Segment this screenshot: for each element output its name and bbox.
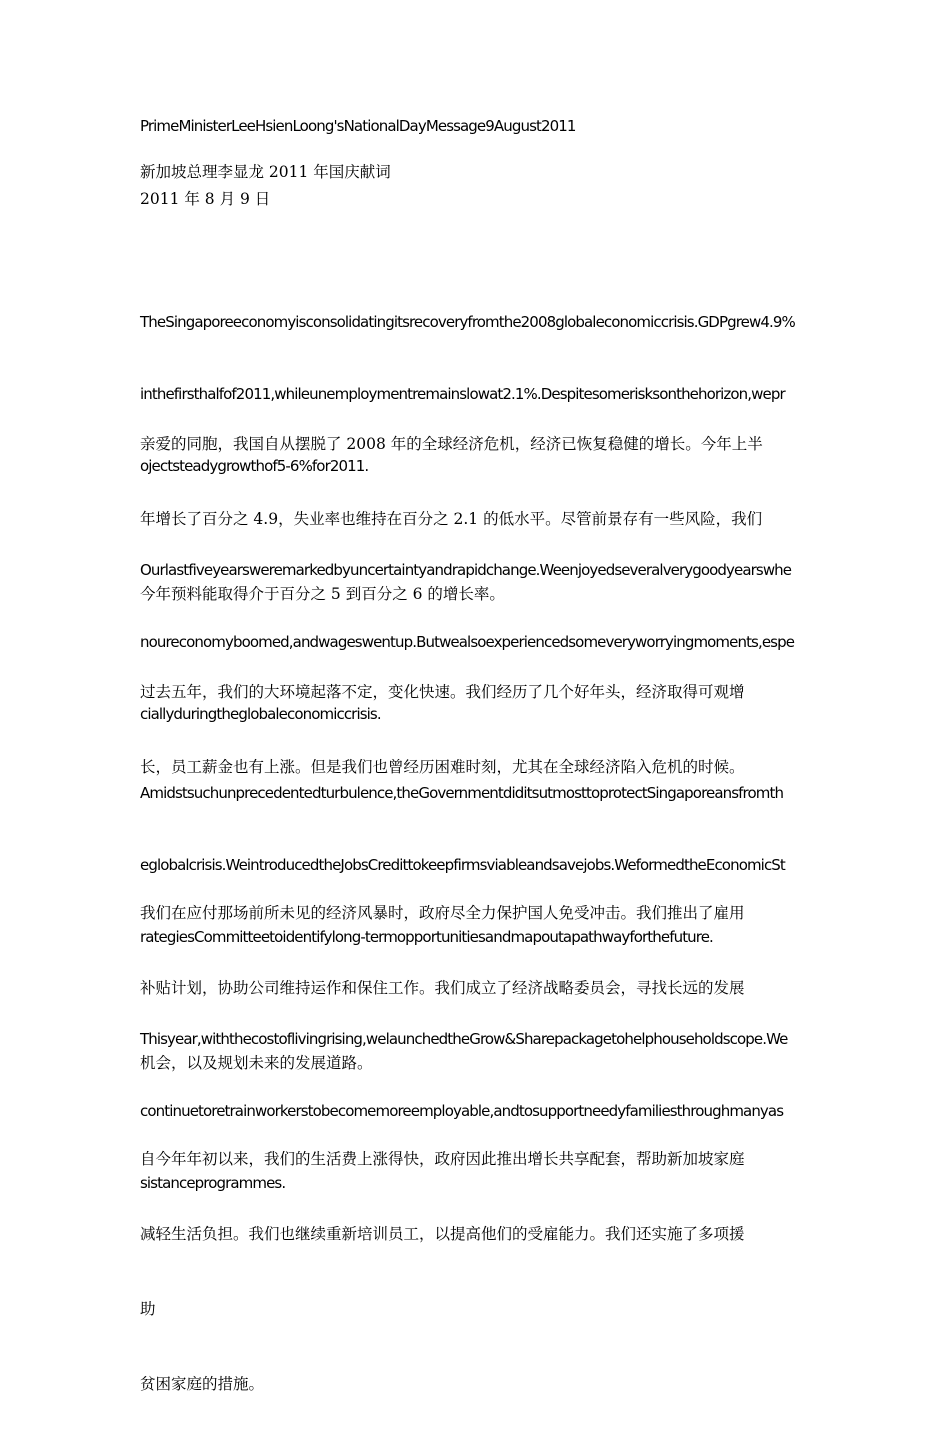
paragraph-line: TheSingaporeeconomyisconsolidatingitsrecoveryfromthe2008globaleconomiccrisis.GDPgrew4.9% <box>140 313 795 331</box>
paragraph-line: 机会，以及规划未来的发展道路。 <box>140 1054 373 1072</box>
paragraph-zh-4 <box>140 1097 820 1447</box>
paragraph-line: ojectsteadygrowthof5-6%for2011. <box>140 457 369 475</box>
paragraph-line: Thisyear,withthecostoflivingrising,welaunchedtheGrow&Sharepackagetohelphouseholdscope.We <box>140 1030 788 1048</box>
document-title-en: PrimeMinisterLeeHsienLoong'sNationalDayMessage9August2011 <box>140 117 576 135</box>
paragraph-line: 助 <box>140 1300 156 1318</box>
paragraph-line: 长，员工薪金也有上涨。但是我们也曾经历困难时刻，尤其在全球经济陷入危机的时候。 <box>140 758 745 776</box>
paragraph-line: 今年预料能取得介于百分之 5 到百分之 6 的增长率。 <box>140 585 505 603</box>
paragraph-line: rategiesCommitteetoidentifylong-termopportunitiesandmapoutapathwayforthefuture. <box>140 928 713 946</box>
paragraph-line: ciallyduringtheglobaleconomiccrisis. <box>140 705 381 723</box>
document-date: 2011 年 8 月 9 日 <box>140 190 271 208</box>
paragraph-line: 亲爱的同胞，我国自从摆脱了 2008 年的全球经济危机，经济已恢复稳健的增长。今年上半 <box>140 435 763 453</box>
paragraph-line: 我们在应付那场前所未见的经济风暴时，政府尽全力保护国人免受冲击。我们推出了雇用 <box>140 904 745 922</box>
paragraph-line: 减轻生活负担。我们也继续重新培训员工，以提高他们的受雇能力。我们还实施了多项援 <box>140 1225 745 1243</box>
paragraph-line: continuetoretrainworkerstobecomemoreemployable,andtosupportneedyfamiliesthroughmanyas <box>140 1102 784 1120</box>
paragraph-line: 贫困家庭的措施。 <box>140 1375 265 1393</box>
paragraph-line: Ourlastfiveyearsweremarkedbyuncertaintyandrapidchange.Weenjoyedseveralverygoodyearswhe <box>140 561 792 579</box>
paragraph-line: sistanceprogrammes. <box>140 1174 286 1192</box>
document-title-zh: 新加坡总理李显龙 2011 年国庆献词 <box>140 163 391 181</box>
paragraph-line: noureconomyboomed,andwageswentup.Butwealsoexperiencedsomeveryworryingmoments,espe <box>140 633 795 651</box>
paragraph-line: 年增长了百分之 4.9，失业率也维持在百分之 2.1 的低水平。尽管前景存有一些风险，我们 <box>140 510 763 528</box>
paragraph-line: 补贴计划，协助公司维持运作和保住工作。我们成立了经济战略委员会，寻找长远的发展 <box>140 979 745 997</box>
paragraph-line: eglobalcrisis.WeintroducedtheJobsCredittokeepfirmsviableandsavejobs.WeformedtheEconomicSt <box>140 856 785 874</box>
paragraph-line: inthefirsthalfof2011,whileunemploymentremainslowat2.1%.Despitesomerisksonthehorizon,wepr <box>140 385 785 403</box>
paragraph-line: 自今年年初以来，我们的生活费上涨得快，政府因此推出增长共享配套，帮助新加坡家庭 <box>140 1150 745 1168</box>
paragraph-line: 过去五年，我们的大环境起落不定，变化快速。我们经历了几个好年头，经济取得可观增 <box>140 683 745 701</box>
paragraph-line: Amidstsuchunprecedentedturbulence,theGovernmentdiditsutmosttoprotectSingaporeansfromth <box>140 784 784 802</box>
